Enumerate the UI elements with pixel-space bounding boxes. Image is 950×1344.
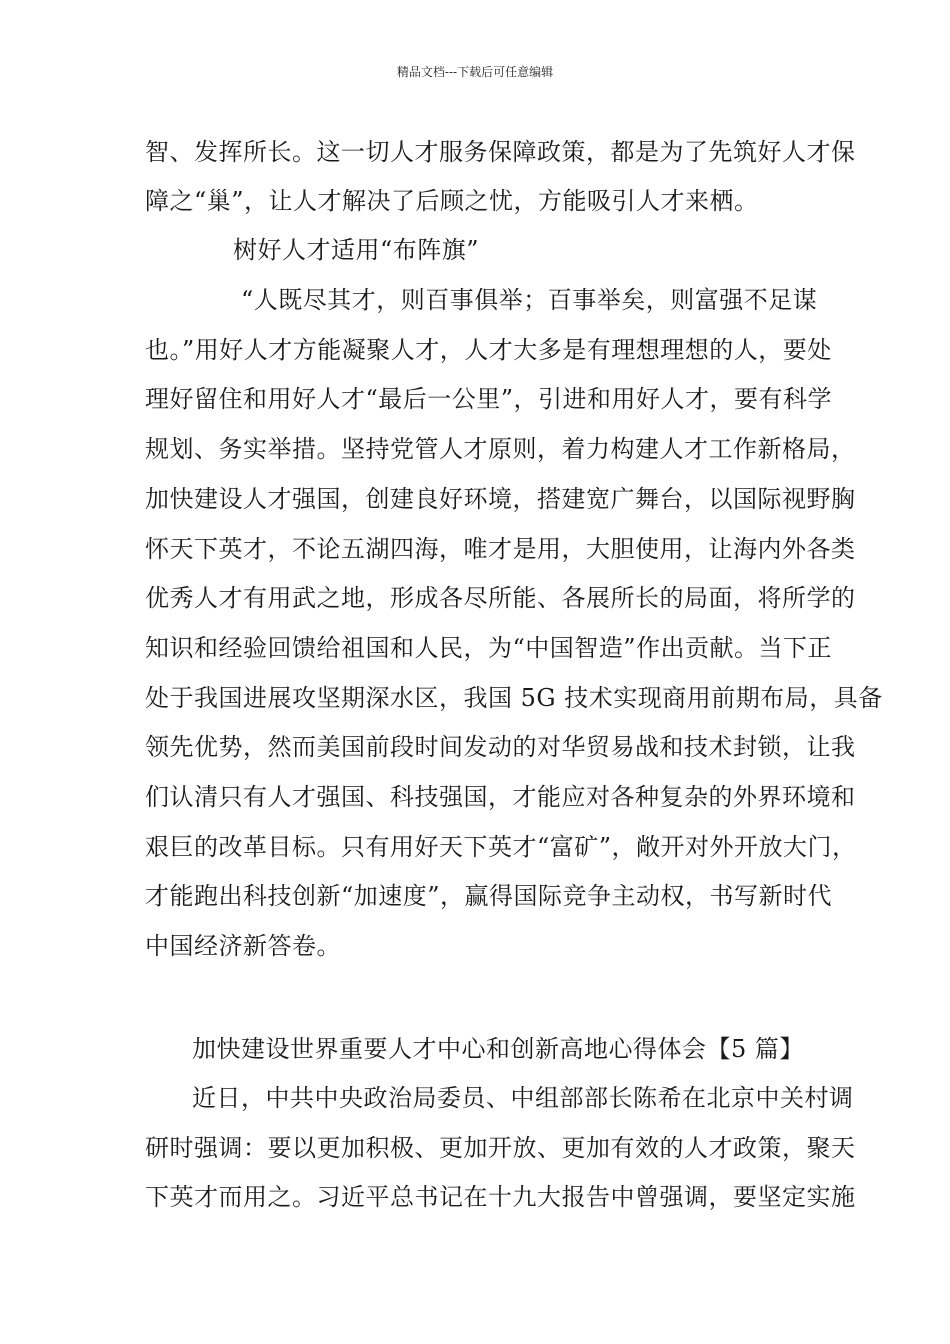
body-line: 障之“巢”，让人才解决了后顾之忧，方能吸引人才来栖。	[145, 187, 759, 215]
body-line: 领先优势，然而美国前段时间发动的对华贸易战和技术封锁，让我	[145, 733, 856, 761]
body-line: 艰巨的改革目标。只有用好天下英才“富矿”，敞开对外开放大门，	[145, 833, 857, 861]
body-line: 加快建设人才强国，创建良好环境，搭建宽广舞台，以国际视野胸	[145, 485, 856, 513]
body-line: 怀天下英才，不论五湖四海，唯才是用，大胆使用，让海内外各类	[145, 535, 856, 563]
body-line: 规划、务实举措。坚持党管人才原则，着力构建人才工作新格局，	[145, 435, 856, 463]
section-heading: 树好人才适用“布阵旗”	[233, 236, 480, 264]
page-header: 精品文档---下载后可任意编辑	[396, 65, 554, 79]
body-line: 近日，中共中央政治局委员、中组部部长陈希在北京中关村调	[192, 1084, 854, 1112]
body-line: 知识和经验回馈给祖国和人民，为“中国智造”作出贡献。当下正	[145, 634, 833, 662]
body-line: 中国经济新答卷。	[145, 932, 341, 960]
body-line: 研时强调：要以更加积极、更加开放、更加有效的人才政策，聚天	[145, 1134, 856, 1162]
body-line: 处于我国进展攻坚期深水区，我国 5G 技术实现商用前期布局，具备	[145, 684, 883, 712]
body-line: 优秀人才有用武之地，形成各尽所能、各展所长的局面，将所学的	[145, 584, 856, 612]
body-line: 理好留住和用好人才“最后一公里”，引进和用好人才，要有科学	[145, 385, 833, 413]
body-line: 智、发挥所长。这一切人才服务保障政策，都是为了先筑好人才保	[145, 138, 856, 166]
body-line: 们认清只有人才强国、科技强国，才能应对各种复杂的外界环境和	[145, 783, 856, 811]
body-line: “人既尽其才，则百事俱举；百事举矣，则富强不足谋	[241, 286, 818, 314]
body-line: 也。”用好人才方能凝聚人才，人才大多是有理想理想的人，要处	[145, 336, 832, 364]
body-line: 下英才而用之。习近平总书记在十九大报告中曾强调，要坚定实施	[145, 1183, 856, 1211]
body-line: 才能跑出科技创新“加速度”，赢得国际竞争主动权，书写新时代	[145, 882, 833, 910]
article-title: 加快建设世界重要人才中心和创新高地心得体会【5 篇】	[192, 1035, 804, 1063]
